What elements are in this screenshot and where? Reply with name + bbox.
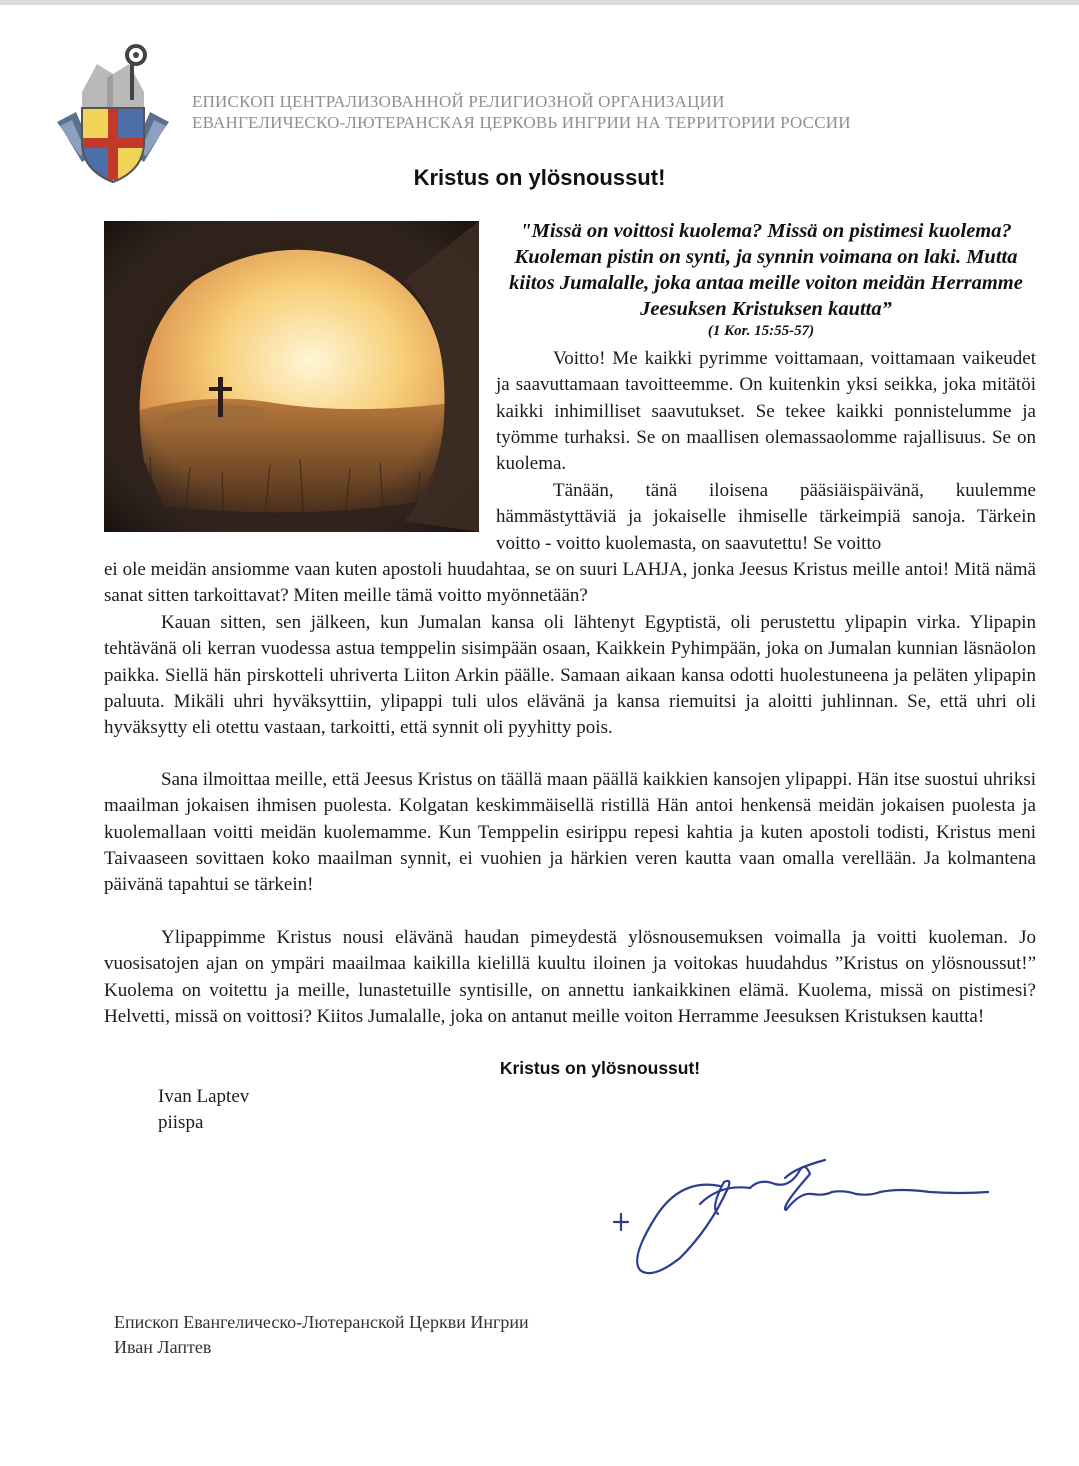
paragraph-2-start: Tänään, tänä iloisena pääsiäispäivänä, kuulemme hämmästyttäviä ja jokaiselle ihmiselle tärkeimpiä sanoja. Tärkein voitto - voitto kuolemasta, on saavutettu! Se voitto	[496, 480, 1036, 554]
letter-title: Kristus on ylösnoussut!	[413, 165, 666, 190]
handwritten-signature	[600, 1148, 1000, 1288]
org-line-2: ЕВАНГЕЛИЧЕСКО-ЛЮТЕРАНСКАЯ ЦЕРКОВЬ ИНГРИИ НА ТЕРРИТОРИИ РОССИИ	[192, 113, 851, 132]
bible-quote: "Missä on voittosi kuolema? Missä on pistimesi kuolema? Kuoleman pistin on synti, ja synnin voimana on laki. Mutta kiitos Jumalalle, joka antaa meille voiton meidän Herramme Jeesuksen Kristuksen kautta”	[509, 220, 1023, 320]
top-edge-bar	[0, 0, 1079, 5]
signer-name: Ivan Laptev	[158, 1086, 250, 1107]
quote-reference: (1 Kor. 15:55-57)	[707, 323, 815, 339]
empty-tomb-photo	[104, 221, 479, 532]
signer-title: piispa	[158, 1112, 204, 1133]
org-line-1: ЕПИСКОП ЦЕНТРАЛИЗОВАННОЙ РЕЛИГИОЗНОЙ ОРГАНИЗАЦИИ	[192, 92, 725, 111]
paragraph-1: Voitto! Me kaikki pyrimme voittamaan, voittamaan vaikeudet ja saavuttamaan tavoitteemme. On kuitenkin yksi seikka, joka mitätöi kaikki inhimilliset saavutukset. Se tekee kaikki ponnistelumme ja työmme turhaksi. Se on maallisen olemassaolomme rajallisuus. Se on kuolema.	[496, 348, 1036, 475]
paragraph-4: Sana ilmoittaa meille, että Jeesus Kristus on täällä maan päällä kaikkien kansojen ylipappi. Hän itse suostui uhriksi maailman jokaisen ihmisen puolesta. Kolgatan keskimmäisellä ristillä Hän antoi henkensä meidän jokaisen puolesta ja kuolemallaan voitti meidän kuolemamme. Kun Temppelin esirippu repesi kahtia ja kuten apostoli todisti, Kristus meni Taivaaseen sovittaen koko maailman synnit, ei vuohien ja härkien veren kautta vaan omalla verellään. Ja kolmantena päivänä tapahtui se tärkein!	[104, 769, 1036, 896]
paragraph-3: Kauan sitten, sen jälkeen, kun Jumalan kansa oli lähtenyt Egyptistä, oli perustettu ylipapin virka. Ylipapin tehtävänä oli kerran vuodessa astua temppelin sisimpään osaan, Kaikkein Pyhimpään, joka on Jumalan kunnian läsnäolon paikka. Siellä hän pirskotteli uhriverta Liiton Arkin päälle. Samaan aikaan kansa odotti huolestuneena ja peläten ylipapin paluuta. Mikäli uhri hyväksyttiin, ylipappi tuli ulos elävänä ja kansa riemuitsi ja aloitti juhlinnan. Se, että uhri oli hyväksytty eli otettu vastaan, tarkoitti, että synnit oli pyyhitty pois.	[104, 612, 1036, 739]
paragraph-5: Ylipappimme Kristus nousi elävänä haudan pimeydestä ylösnousemuksen voimalla ja voitti kuoleman. Jo vuosisatojen ajan on ympäri maailmaa kaikilla kielillä kuultu iloinen ja voitokas huudahdus ”Kristus on ylösnoussut!” Kuolema on voitettu ja meille, lunastetuille syntisille, on annettu iankaikkinen elämä. Kuolema, missä on pistimesi? Helvetti, missä on voittosi? Kiitos Jumalalle, joka on antanut meille voiton Herramme Jeesuksen Kristuksen kautta!	[104, 927, 1036, 1027]
paragraph-2-continued: ei ole meidän ansiomme vaan kuten apostoli huudahtaa, se on suuri LAHJA, jonka Jeesus Kristus meille antoi! Mitä nämä sanat sitten tarkoittavat? Miten meille tämä voitto myönnetään?	[104, 559, 1036, 607]
footer-signature-block	[114, 1310, 529, 1360]
closing-greeting: Kristus on ylösnoussut!	[499, 1058, 701, 1078]
footer-line-1: Епископ Евангелическо-Лютеранской Церкви Ингрии	[114, 1312, 529, 1332]
organization-header	[192, 91, 851, 133]
church-coat-of-arms-icon	[52, 42, 174, 184]
signer-block	[158, 1084, 249, 1136]
footer-line-2: Иван Лаптев	[114, 1337, 212, 1357]
